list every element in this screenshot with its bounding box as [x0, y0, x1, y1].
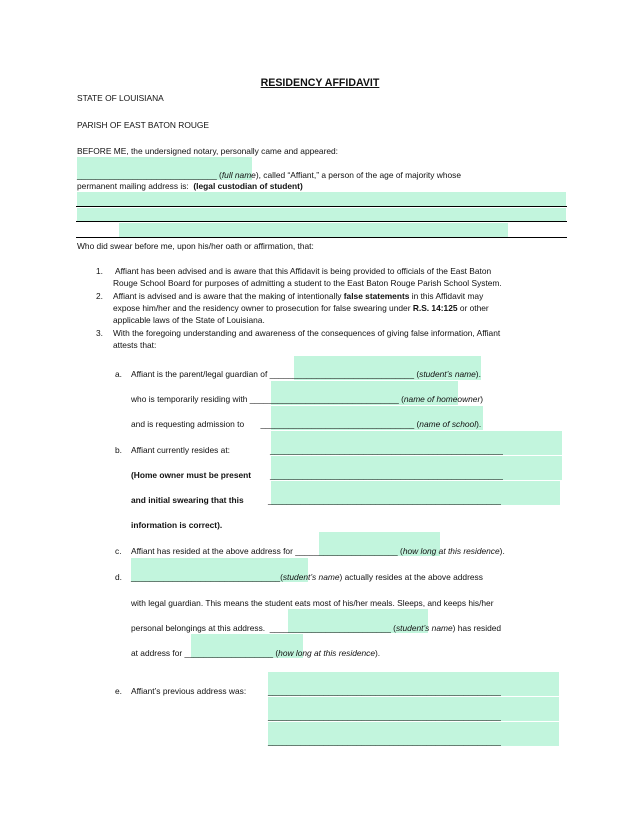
item-2-line-1-pre: Affiant is advised and is aware that the making of intentionally — [113, 291, 342, 301]
mailing-address-rule-1 — [76, 206, 567, 207]
sub-a-text-3: and is requesting admission to — [131, 419, 245, 429]
sub-b-line-3: and initial swearing that this — [131, 495, 244, 505]
sub-a-line-1: Affiant is the parent/legal guardian of _______________________________ (student’s name). — [131, 369, 481, 379]
student-duration-hint: how long at this residence — [278, 648, 376, 658]
full-name-hint: full name — [221, 170, 256, 180]
item-2-line-1-post: in this Affidavit may — [411, 291, 484, 301]
parish-line: PARISH OF EAST BATON ROUGE — [77, 120, 210, 130]
mailing-address-line — [77, 181, 303, 192]
sub-e-text: Affiant’s previous address was: — [131, 686, 247, 696]
sub-d-letter: d. — [115, 572, 122, 582]
sub-b-letter: b. — [115, 445, 122, 455]
sub-d-text-4: at address for — [131, 648, 183, 658]
sub-c-text: Affiant has resided at the above address for — [131, 546, 293, 556]
sub-d-line-4: at address for ___________________ (how long at this residence). — [131, 648, 381, 658]
mailing-address-field-3[interactable] — [119, 223, 508, 237]
sub-c-letter: c. — [115, 546, 122, 556]
student-name-hint-a: student’s name — [419, 369, 476, 379]
school-hint: name of school — [419, 419, 477, 429]
student-name-blank-d2: __________________________ — [269, 623, 391, 633]
residence-duration-hint: how long at this residence — [402, 546, 500, 556]
student-name-blank-a: _______________________________ — [269, 369, 414, 379]
previous-address-blank-2: __________________________________________________ — [268, 711, 501, 721]
sub-d-line-2: with legal guardian. This means the student eats most of his/her meals. Sleeps, and keeps his/her — [131, 598, 494, 608]
mailing-address-field-1[interactable] — [77, 192, 566, 207]
student-name-hint-d2: student’s name — [395, 623, 453, 633]
sub-e-letter: e. — [115, 686, 122, 696]
item-2-number: 2. — [96, 291, 103, 301]
sub-b-line-2: (Home owner must be present — [131, 470, 252, 480]
mailing-address-label: permanent mailing address is: — [77, 181, 189, 191]
current-address-blank-3: __________________________________________________ — [268, 495, 501, 505]
sub-a-line-3: and is requesting admission to _________________________________ (name of school). — [131, 419, 482, 429]
sub-d-line-3-rest: ) has resided — [452, 623, 502, 633]
student-duration-blank: ___________________ — [184, 648, 274, 658]
sub-a-line-3-end: ). — [476, 419, 482, 429]
mailing-address-rule-2 — [76, 221, 567, 222]
full-name-blank: ______________________________ — [77, 170, 217, 180]
previous-address-blank-3: __________________________________________________ — [268, 736, 501, 746]
residence-duration-blank: ______________________ — [295, 546, 398, 556]
sub-d-text-3: personal belongings at this address. — [131, 623, 266, 633]
affiant-rest-1: ), called “Affiant,” a person of the age of majority whose — [255, 170, 461, 180]
homeowner-blank: ________________________________ — [249, 394, 399, 404]
sub-d-line-1-rest: ) actually resides at the above address — [339, 572, 483, 582]
who-did-swear-text: Who did swear before me, upon his/her oath or affirmation, that: — [77, 241, 314, 251]
sub-a-line-2: who is temporarily residing with ________________________________ (name of homeowner) — [131, 394, 484, 404]
sub-c-end: ). — [499, 546, 505, 556]
item-2-line-2 — [113, 303, 489, 314]
item-1-line-1: Affiant has been advised and is aware that this Affidavit is being provided to officials of the East Baton — [115, 266, 492, 276]
item-2-line-3: applicable laws of the State of Louisiana. — [113, 315, 265, 325]
legal-custodian-label: (legal custodian of student) — [193, 181, 303, 191]
sub-a-text-2: who is temporarily residing with — [131, 394, 248, 404]
sub-b-line-1: Affiant currently resides at: — [131, 445, 230, 455]
homeowner-hint: name of homeowner — [403, 394, 481, 404]
sub-a-line-1-end: ). — [475, 369, 481, 379]
mailing-address-field-2[interactable] — [77, 208, 566, 222]
document-title: RESIDENCY AFFIDAVIT — [260, 77, 380, 89]
item-3-line-2: attests that: — [113, 340, 157, 350]
sub-a-letter: a. — [115, 369, 122, 379]
item-2-line-1 — [113, 291, 483, 302]
sub-d-line-1: ________________________________(student’s name) actually resides at the above address — [131, 572, 483, 582]
item-1-line-2: Rouge School Board for purposes of admitting a student to the East Baton Rouge Parish School System. — [113, 278, 502, 288]
false-statements-label: false statements — [343, 291, 410, 301]
affiant-line: ______________________________ (full name), called “Affiant,” a person of the age of majority whose — [77, 170, 461, 180]
mailing-address-rule-3 — [76, 237, 567, 238]
current-address-blank-2: __________________________________________________ — [270, 470, 503, 480]
item-2-line-2-pre: expose him/her and the residency owner to prosecution for false swearing under — [113, 303, 411, 313]
statute-label: R.S. 14:125 — [412, 303, 458, 313]
sub-d-line-3: personal belongings at this address. __________________________ (student’s name) has resided — [131, 623, 502, 633]
item-2-line-2-post: or other — [459, 303, 489, 313]
sub-b-line-4: information is correct). — [131, 520, 223, 530]
state-line: STATE OF LOUISIANA — [77, 93, 164, 103]
sub-a-text-1: Affiant is the parent/legal guardian of — [131, 369, 268, 379]
previous-address-blank-1: __________________________________________________ — [268, 686, 501, 696]
sub-c-line: Affiant has resided at the above address for ______________________ (how long at this residence). — [131, 546, 505, 556]
before-me-text: BEFORE ME, the undersigned notary, personally came and appeared: — [77, 146, 339, 156]
sub-d-line-4-end: ). — [375, 648, 381, 658]
student-name-blank-d: ________________________________ — [131, 572, 281, 582]
item-3-number: 3. — [96, 328, 103, 338]
item-1-number: 1. — [96, 266, 103, 276]
school-blank: _________________________________ — [260, 419, 415, 429]
student-name-hint-d: student’s name — [282, 572, 340, 582]
current-address-blank-1: __________________________________________________ — [270, 445, 503, 455]
item-3-line-1: With the foregoing understanding and awareness of the consequences of giving false information, Affiant — [113, 328, 501, 338]
